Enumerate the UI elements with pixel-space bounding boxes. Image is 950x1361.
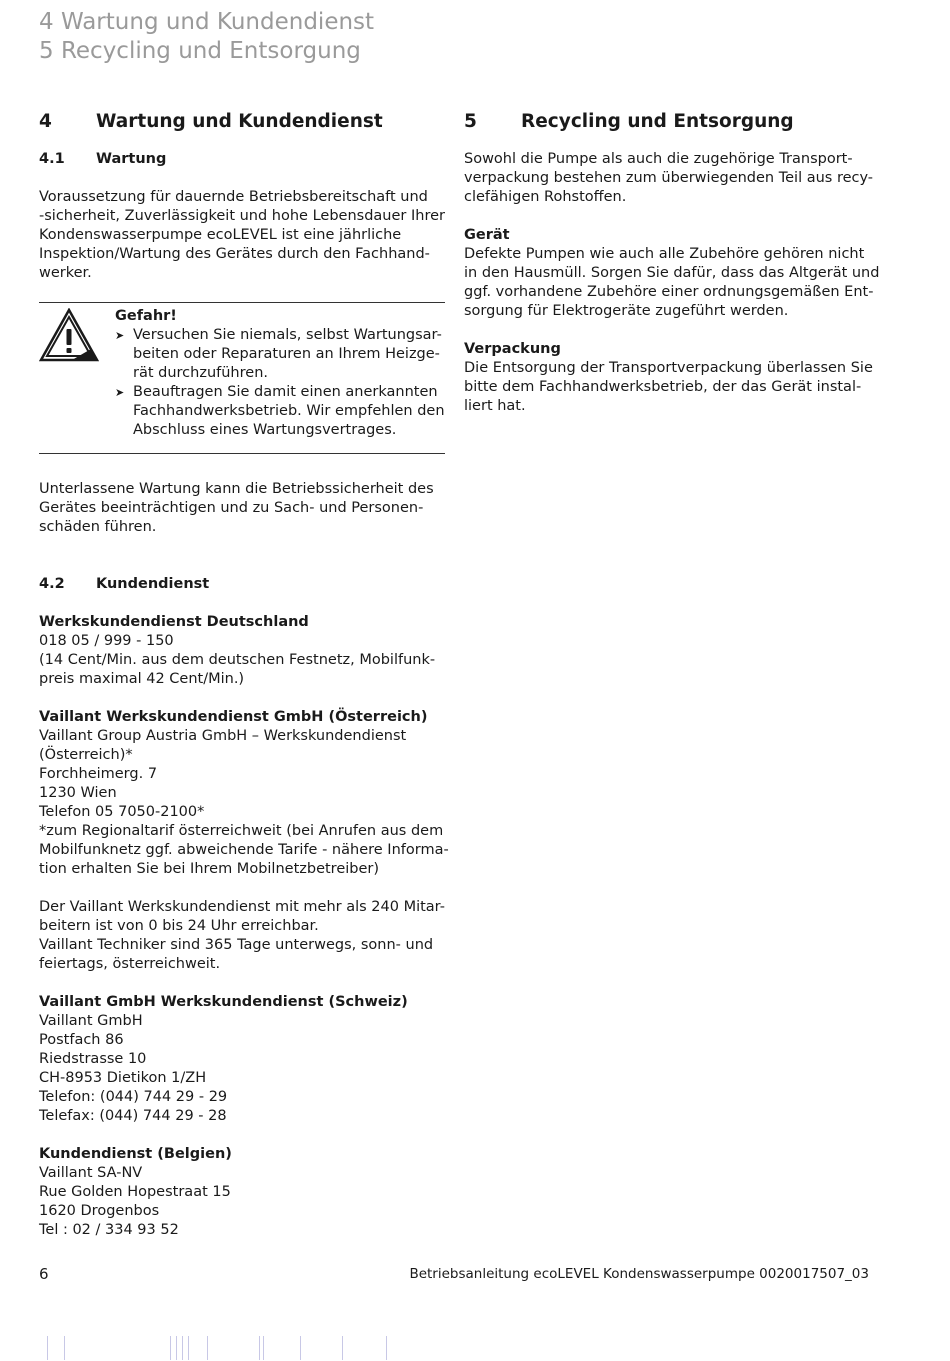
section-4-1-heading <box>39 150 445 169</box>
section-4-1-number: 4.1 <box>39 151 65 167</box>
text-line: *zum Regionaltarif österreichweit (bei Anrufen aus dem <box>39 823 444 839</box>
running-head-line-2: 5 Recycling und Entsorgung <box>39 38 361 64</box>
text-line: Fachhandwerksbetrieb. Wir empfehlen den <box>133 403 445 419</box>
section-4-heading <box>39 110 445 134</box>
text-line: rät durchzuführen. <box>133 365 268 381</box>
scan-artifacts <box>0 1336 950 1361</box>
text-line: 1230 Wien <box>39 785 117 801</box>
service-austria-info <box>39 898 445 974</box>
text-line: Telefon 05 7050-2100* <box>39 804 205 820</box>
wartung-consequence <box>39 480 445 537</box>
service-germany-heading: Werkskundendienst Deutschland <box>39 614 309 630</box>
scan-mark <box>64 1336 65 1360</box>
text-line: bitte dem Fachhandwerksbetrieb, der das Gerät instal- <box>464 379 862 395</box>
service-austria-heading: Vaillant Werkskundendienst GmbH (Österreich) <box>39 709 428 725</box>
page-number: 6 <box>39 1265 49 1283</box>
text-line: CH-8953 Dietikon 1/ZH <box>39 1070 207 1086</box>
text-line: Der Vaillant Werkskundendienst mit mehr als 240 Mitar- <box>39 899 445 915</box>
wartung-intro <box>39 188 445 283</box>
text-line: schäden führen. <box>39 519 157 535</box>
text-line: Vaillant Group Austria GmbH – Werkskundendienst <box>39 728 407 744</box>
text-line: Die Entsorgung der Transportverpackung überlassen Sie <box>464 360 873 376</box>
scan-mark <box>188 1336 189 1360</box>
text-line: Telefax: (044) 744 29 - 28 <box>39 1108 227 1124</box>
text-line: Tel : 02 / 334 93 52 <box>39 1222 179 1238</box>
recycling-device-heading: Gerät <box>464 227 510 243</box>
running-head-line-1: 4 Wartung und Kundendienst <box>39 9 375 35</box>
scan-mark <box>47 1336 48 1360</box>
scan-mark <box>342 1336 343 1360</box>
text-line: liert hat. <box>464 398 526 414</box>
text-line: Vaillant Techniker sind 365 Tage unterwegs, sonn- und <box>39 937 434 953</box>
scan-mark <box>386 1336 387 1360</box>
text-line: (14 Cent/Min. aus dem deutschen Festnetz, Mobilfunk- <box>39 652 436 668</box>
text-line: clefähigen Rohstoffen. <box>464 189 627 205</box>
text-line: Telefon: (044) 744 29 - 29 <box>39 1089 228 1105</box>
text-line: Abschluss eines Wartungsvertrages. <box>133 422 397 438</box>
warning-triangle-icon <box>39 308 99 362</box>
scan-mark <box>263 1336 264 1360</box>
text-line: Vaillant SA-NV <box>39 1165 143 1181</box>
text-line: Postfach 86 <box>39 1032 124 1048</box>
arrow-bullet-icon: ➤ <box>115 329 125 342</box>
recycling-intro <box>464 150 874 207</box>
text-line: werker. <box>39 265 92 281</box>
text-line: Unterlassene Wartung kann die Betriebssicherheit des <box>39 481 434 497</box>
section-5-heading <box>464 110 874 134</box>
text-line: beitern ist von 0 bis 24 Uhr erreichbar. <box>39 918 319 934</box>
danger-warning-box <box>39 302 445 454</box>
recycling-device <box>464 226 880 321</box>
text-line: beiten oder Reparaturen an Ihrem Heizge- <box>133 346 440 362</box>
text-line: feiertags, österreichweit. <box>39 956 221 972</box>
service-switzerland-heading: Vaillant GmbH Werkskundendienst (Schweiz) <box>39 994 408 1010</box>
text-line: Mobilfunknetz ggf. abweichende Tarife - nähere Informa- <box>39 842 449 858</box>
text-line: Forchheimerg. 7 <box>39 766 158 782</box>
text-line: tion erhalten Sie bei Ihrem Mobilnetzbetreiber) <box>39 861 380 877</box>
footer-document-title: Betriebsanleitung ecoLEVEL Kondenswasserpumpe 0020017507_03 <box>409 1266 869 1282</box>
warning-item <box>115 383 445 440</box>
service-germany <box>39 613 445 689</box>
text-line: Voraussetzung für dauernde Betriebsbereitschaft und <box>39 189 428 205</box>
warning-list <box>115 326 445 440</box>
text-line: Defekte Pumpen wie auch alle Zubehöre gehören nicht <box>464 246 865 262</box>
recycling-packaging <box>464 340 874 416</box>
text-line: Vaillant GmbH <box>39 1013 143 1029</box>
scan-mark <box>207 1336 208 1360</box>
section-4-title: Wartung und Kundendienst <box>96 111 383 132</box>
text-line: in den Hausmüll. Sorgen Sie dafür, dass das Altgerät und <box>464 265 880 281</box>
section-5-number: 5 <box>464 111 477 132</box>
text-line: verpackung bestehen zum überwiegenden Teil aus recy- <box>464 170 874 186</box>
service-austria <box>39 708 449 879</box>
section-4-2-heading <box>39 575 445 594</box>
recycling-packaging-heading: Verpackung <box>464 341 561 357</box>
text-line: Inspektion/Wartung des Gerätes durch den Fachhand- <box>39 246 430 262</box>
service-belgium-heading: Kundendienst (Belgien) <box>39 1146 232 1162</box>
text-line: (Österreich)* <box>39 747 133 763</box>
section-4-2-number: 4.2 <box>39 576 65 592</box>
right-column <box>464 110 880 435</box>
text-line: Versuchen Sie niemals, selbst Wartungsar- <box>133 327 442 343</box>
text-line: Riedstrasse 10 <box>39 1051 147 1067</box>
text-line: 018 05 / 999 - 150 <box>39 633 174 649</box>
text-line: Sowohl die Pumpe als auch die zugehörige Transport- <box>464 151 853 167</box>
running-head <box>39 8 374 66</box>
scan-mark <box>170 1336 171 1360</box>
scan-mark <box>300 1336 301 1360</box>
section-4-2-title: Kundendienst <box>96 576 210 592</box>
section-4-number: 4 <box>39 111 52 132</box>
arrow-bullet-icon: ➤ <box>115 386 125 399</box>
text-line: Gerätes beeinträchtigen und zu Sach- und Personen- <box>39 500 424 516</box>
service-switzerland <box>39 993 445 1126</box>
service-belgium <box>39 1145 445 1240</box>
scan-mark <box>259 1336 260 1360</box>
text-line: Rue Golden Hopestraat 15 <box>39 1184 231 1200</box>
text-line: Kondenswasserpumpe ecoLEVEL ist eine jährliche <box>39 227 402 243</box>
text-line: 1620 Drogenbos <box>39 1203 160 1219</box>
warning-title: Gefahr! <box>115 308 177 324</box>
text-line: Beauftragen Sie damit einen anerkannten <box>133 384 438 400</box>
text-line: ggf. vorhandene Zubehöre einer ordnungsgemäßen Ent- <box>464 284 874 300</box>
text-line: -sicherheit, Zuverlässigkeit und hohe Lebensdauer Ihrer <box>39 208 445 224</box>
section-4-1-title: Wartung <box>96 151 167 167</box>
scan-mark <box>182 1336 183 1360</box>
scan-mark <box>176 1336 177 1360</box>
text-line: sorgung für Elektrogeräte zugeführt werden. <box>464 303 789 319</box>
text-line: preis maximal 42 Cent/Min.) <box>39 671 245 687</box>
left-column <box>39 110 449 1259</box>
section-5-title: Recycling und Entsorgung <box>521 111 794 132</box>
warning-item <box>115 326 445 383</box>
